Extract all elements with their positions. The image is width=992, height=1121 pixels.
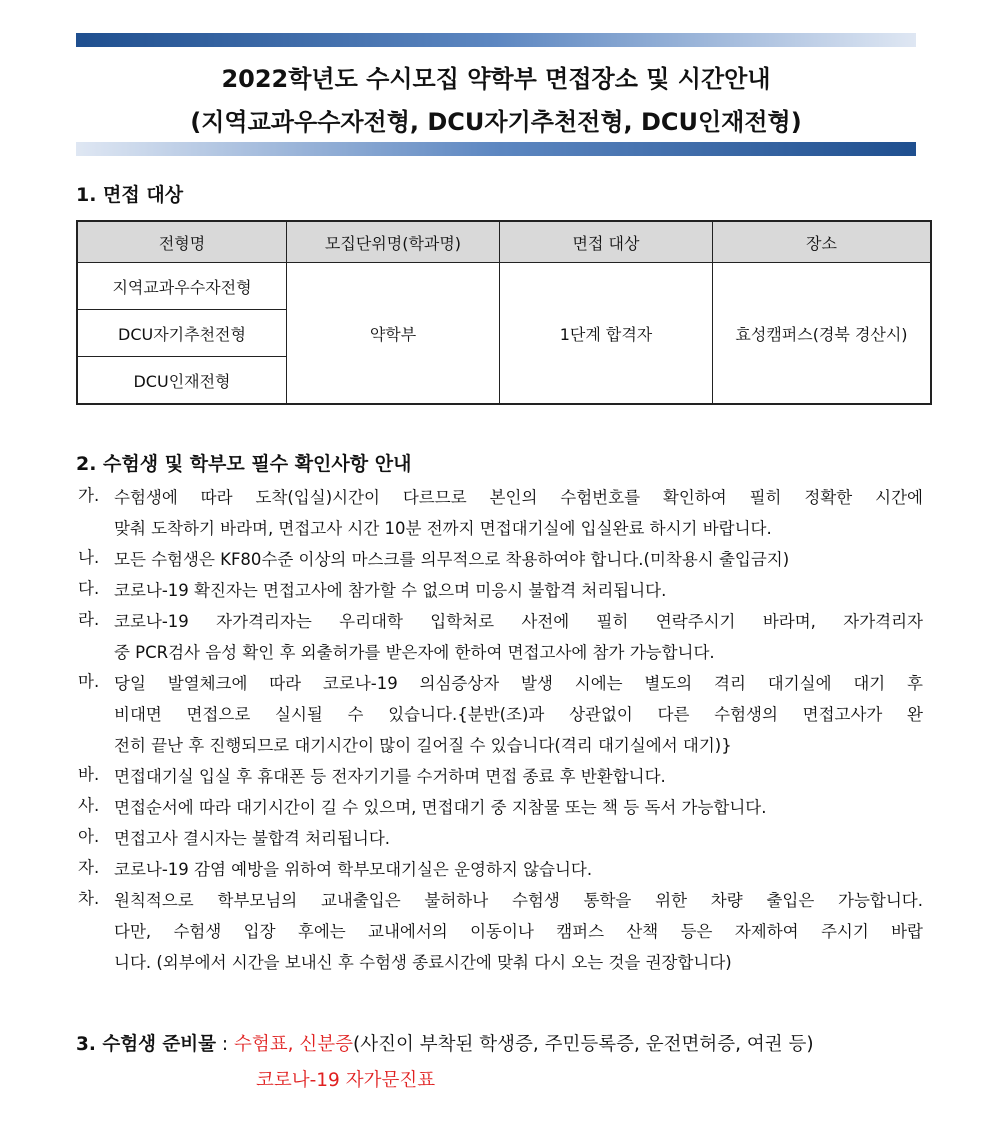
list-item [78,885,923,978]
column-header-department: 모집단위명(학과명) [287,221,500,263]
list-item-line: 당일 발열체크에 따라 코로나-19 의심증상자 발생 시에는 별도의 격리 대기실에 대기 후 [114,674,923,693]
list-item-text [114,823,923,854]
page-title: 2022학년도 수시모집 약학부 면접장소 및 시간안내 [221,65,771,93]
preparation-separator: : [216,1034,235,1055]
list-item [78,792,923,823]
list-item-text [114,885,923,978]
target-cell: 1단계 합격자 [500,263,713,405]
required-items-detail: (사진이 부착된 학생증, 주민등록증, 운전면허증, 여권 등) [353,1034,814,1055]
notice-list [78,482,923,978]
list-item-text [114,544,923,575]
self-questionnaire-item: 코로나-19 자가문진표 [256,1070,436,1091]
list-item-marker: 라. [78,610,100,629]
list-item-line: 모든 수험생은 KF80수준 이상의 마스크를 의무적으로 착용하여야 합니다.(미착용시 출입금지) [114,550,790,569]
list-item-line: 전히 끝난 후 진행되므로 대기시간이 많이 길어질 수 있습니다(격리 대기실에서 대기)} [114,736,732,755]
department-cell: 약학부 [287,263,500,405]
location-cell: 효성캠퍼스(경북 경산시) [713,263,932,405]
list-item-line: 원칙적으로 학부모님의 교내출입은 불허하나 수험생 통학을 위한 차량 출입은 가능합니다. [114,891,923,910]
list-item-line: 다만, 수험생 입장 후에는 교내에서의 이동이나 캠퍼스 산책 등은 자제하여 주시기 바랍 [114,922,923,941]
column-header-track: 전형명 [77,221,287,263]
list-item-line: 니다. (외부에서 시간을 보내신 후 수험생 종료시간에 맞춰 다시 오는 것을 권장합니다) [114,953,732,972]
interview-target-table [76,220,932,405]
list-item-text [114,668,923,761]
column-header-location: 장소 [713,221,932,263]
list-item-line: 면접대기실 입실 후 휴대폰 등 전자기기를 수거하며 면접 종료 후 반환합니다. [114,767,666,786]
list-item-line: 맞춰 도착하기 바라며, 면접고사 시간 10분 전까지 면접대기실에 입실완료 하시기 바랍니다. [114,519,772,538]
section1-heading: 1. 면접 대상 [76,184,184,206]
list-item-line: 수험생에 따라 도착(입실)시간이 다르므로 본인의 수험번호를 확인하여 필히 정확한 시간에 [114,488,923,507]
list-item [78,482,923,544]
preparation-line [76,1030,814,1056]
table-row [77,263,931,310]
list-item-line: 중 PCR검사 음성 확인 후 외출허가를 받은자에 한하여 면접고사에 참가 가능합니다. [114,643,715,662]
list-item-text [114,761,923,792]
list-item-line: 코로나-19 자가격리자는 우리대학 입학처로 사전에 필히 연락주시기 바라며, 자가격리자 [114,612,923,631]
list-item-line: 면접고사 결시자는 불합격 처리됩니다. [114,829,391,848]
table-header-row [77,221,931,263]
list-item-marker: 가. [78,486,100,505]
list-item [78,575,923,606]
track-name-cell: DCU자기추천전형 [77,310,287,357]
list-item-marker: 바. [78,765,100,784]
list-item-marker: 차. [78,889,100,908]
list-item-marker: 자. [78,858,100,877]
list-item-text [114,606,923,668]
track-name-cell: DCU인재전형 [77,357,287,405]
list-item-line: 코로나-19 감염 예방을 위하여 학부모대기실은 운영하지 않습니다. [114,860,593,879]
list-item-marker: 나. [78,548,100,567]
list-item [78,854,923,885]
header-top-bar [76,33,916,47]
list-item [78,761,923,792]
column-header-target: 면접 대상 [500,221,713,263]
list-item [78,668,923,761]
list-item-marker: 마. [78,672,100,691]
list-item-marker: 다. [78,579,100,598]
page-subtitle: (지역교과우수자전형, DCU자기추천전형, DCU인재전형) [190,108,802,136]
header-bottom-bar [76,142,916,156]
list-item-text [114,575,923,606]
list-item-line: 비대면 면접으로 실시될 수 있습니다.{분반(조)과 상관없이 다른 수험생의 면접고사가 완 [114,705,923,724]
list-item-line: 면접순서에 따라 대기시간이 길 수 있으며, 면접대기 중 지참물 또는 책 등 독서 가능합니다. [114,798,767,817]
list-item-line: 코로나-19 확진자는 면접고사에 참가할 수 없으며 미응시 불합격 처리됩니다. [114,581,667,600]
section2-heading: 2. 수험생 및 학부모 필수 확인사항 안내 [76,453,412,475]
list-item [78,606,923,668]
list-item-marker: 사. [78,796,100,815]
list-item-text [114,854,923,885]
preparation-label: 3. 수험생 준비물 [76,1034,217,1055]
required-items: 수험표, 신분증 [234,1034,354,1055]
list-item [78,823,923,854]
list-item [78,544,923,575]
list-item-text [114,792,923,823]
list-item-text [114,482,923,544]
list-item-marker: 아. [78,827,100,846]
track-name-cell: 지역교과우수자전형 [77,263,287,310]
